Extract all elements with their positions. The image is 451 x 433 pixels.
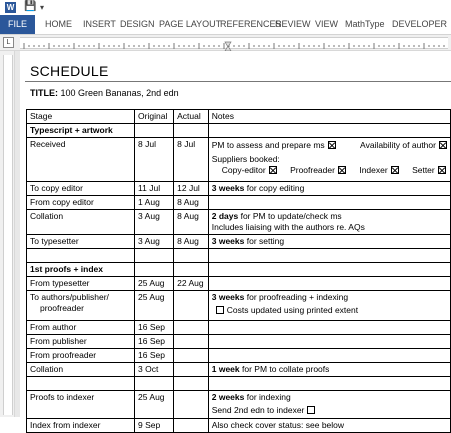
original-cell: 25 Aug — [135, 391, 174, 419]
tab-home[interactable]: HOME — [45, 19, 72, 29]
notes-cell: 3 weeks for proofreading + indexing Costs updated using printed extent — [208, 291, 450, 321]
table-row — [27, 277, 451, 291]
actual-cell: 22 Aug — [174, 277, 209, 291]
table-row — [27, 391, 451, 419]
tab-developer[interactable]: DEVELOPER — [392, 19, 448, 29]
stage-cell: To authors/publisher/ proofreader — [27, 291, 135, 321]
stage-cell: Received — [27, 138, 135, 182]
checkbox-checked[interactable] — [328, 141, 336, 149]
section-proofs: 1st proofs + index — [27, 263, 135, 277]
word-app-icon: W — [6, 3, 15, 12]
title-value: 100 Green Bananas, 2nd edn — [60, 88, 179, 98]
stage-cell: To copy editor — [27, 182, 135, 196]
stage-cell: To typesetter — [27, 235, 135, 249]
stage-cell: From author — [27, 321, 135, 335]
tab-view[interactable]: VIEW — [315, 19, 339, 29]
costs-note: Costs updated using printed extent — [226, 305, 359, 315]
tab-insert[interactable]: INSERT — [83, 19, 116, 29]
customize-toolbar-icon[interactable]: ▾ — [40, 3, 45, 12]
ruler-scale[interactable] — [20, 37, 448, 49]
actual-cell: 8 Jul — [174, 138, 209, 182]
title-label: TITLE: — [30, 88, 58, 98]
header-stage: Stage — [27, 110, 135, 124]
stage-cell: From proofreader — [27, 349, 135, 363]
stage-cell: Index from indexer — [27, 419, 135, 433]
save-icon[interactable]: 💾 — [24, 1, 37, 12]
note-text: Availability of author — [360, 140, 436, 150]
table-row — [27, 335, 451, 349]
actual-cell: 8 Aug — [174, 210, 209, 235]
original-cell: 8 Jul — [135, 138, 174, 182]
table-row — [27, 196, 451, 210]
checkbox-checked[interactable] — [338, 166, 346, 174]
original-cell: 25 Aug — [135, 277, 174, 291]
notes-cell: 3 weeks for copy editing — [208, 182, 450, 196]
notes-cell — [208, 138, 450, 182]
section-typescript: Typescript + artwork — [27, 124, 135, 138]
supplier-proofreader: Proofreader — [290, 165, 335, 175]
ribbon-tab-bar — [0, 15, 451, 35]
stage-cell: Proofs to indexer — [27, 391, 135, 419]
supplier-copy-editor: Copy-editor — [221, 165, 266, 175]
stage-cell: From typesetter — [27, 277, 135, 291]
heading-rule — [25, 81, 451, 82]
notes-cell: 1 week for PM to collate proofs — [208, 363, 450, 377]
horizontal-ruler — [0, 35, 451, 51]
table-header-row — [27, 110, 451, 124]
tab-review[interactable]: REVIEW — [275, 19, 311, 29]
table-row — [27, 291, 451, 321]
table-row — [27, 363, 451, 377]
table-row — [27, 321, 451, 335]
stage-cell: Collation — [27, 210, 135, 235]
checkbox-checked[interactable] — [269, 166, 277, 174]
notes-cell: 2 weeks for indexing Send 2nd edn to indexer — [208, 391, 450, 419]
table-row-empty — [27, 249, 451, 263]
table-row — [27, 349, 451, 363]
checkbox-checked[interactable] — [439, 141, 447, 149]
table-row-empty — [27, 377, 451, 391]
table-row — [27, 124, 451, 138]
actual-cell: 12 Jul — [174, 182, 209, 196]
note-text: PM to assess and prepare ms — [211, 140, 325, 150]
original-cell: 11 Jul — [135, 182, 174, 196]
actual-cell: 8 Aug — [174, 196, 209, 210]
notes-cell: 2 days for PM to update/check ms Includes liaising with the authors re. AQs — [208, 210, 450, 235]
stage-cell: Collation — [27, 363, 135, 377]
tab-selector[interactable]: L — [3, 37, 14, 48]
table-row — [27, 210, 451, 235]
notes-cell: Also check cover status: see below — [208, 419, 450, 433]
original-cell: 16 Sep — [135, 349, 174, 363]
table-row — [27, 182, 451, 196]
original-cell: 16 Sep — [135, 335, 174, 349]
vertical-ruler — [0, 51, 15, 417]
table-row — [27, 235, 451, 249]
checkbox-unchecked[interactable] — [307, 406, 315, 414]
document-page[interactable] — [20, 51, 451, 430]
stage-cell: From copy editor — [27, 196, 135, 210]
checkbox-checked[interactable] — [438, 166, 446, 174]
tab-page-layout[interactable]: PAGE LAYOUT — [159, 19, 222, 29]
header-actual: Actual — [174, 110, 209, 124]
stage-cell: From publisher — [27, 335, 135, 349]
schedule-table — [26, 109, 451, 433]
original-cell: 16 Sep — [135, 321, 174, 335]
original-cell: 9 Sep — [135, 419, 174, 433]
original-cell: 3 Aug — [135, 210, 174, 235]
original-cell: 3 Aug — [135, 235, 174, 249]
checkbox-unchecked[interactable] — [216, 306, 224, 314]
original-cell: 1 Aug — [135, 196, 174, 210]
title-line — [30, 88, 179, 98]
supplier-setter: Setter — [412, 165, 435, 175]
actual-cell: 8 Aug — [174, 235, 209, 249]
checkbox-checked[interactable] — [391, 166, 399, 174]
header-original: Original — [135, 110, 174, 124]
notes-cell: 3 weeks for setting — [208, 235, 450, 249]
table-row — [27, 138, 451, 182]
tab-references[interactable]: REFERENCES — [220, 19, 282, 29]
original-cell: 3 Oct — [135, 363, 174, 377]
ruler-ticks — [20, 41, 448, 51]
schedule-heading: SCHEDULE — [30, 63, 109, 79]
table-row — [27, 419, 451, 433]
table-row — [27, 263, 451, 277]
header-notes: Notes — [208, 110, 450, 124]
supplier-indexer: Indexer — [359, 165, 388, 175]
quick-access-toolbar — [0, 0, 451, 15]
original-cell: 25 Aug — [135, 291, 174, 321]
tab-file[interactable]: FILE — [0, 15, 35, 34]
tab-design[interactable]: DESIGN — [120, 19, 155, 29]
vertical-ruler-scale[interactable] — [3, 55, 13, 415]
note-text: Suppliers booked: — [211, 154, 280, 164]
tab-mathtype[interactable]: MathType — [345, 19, 385, 29]
